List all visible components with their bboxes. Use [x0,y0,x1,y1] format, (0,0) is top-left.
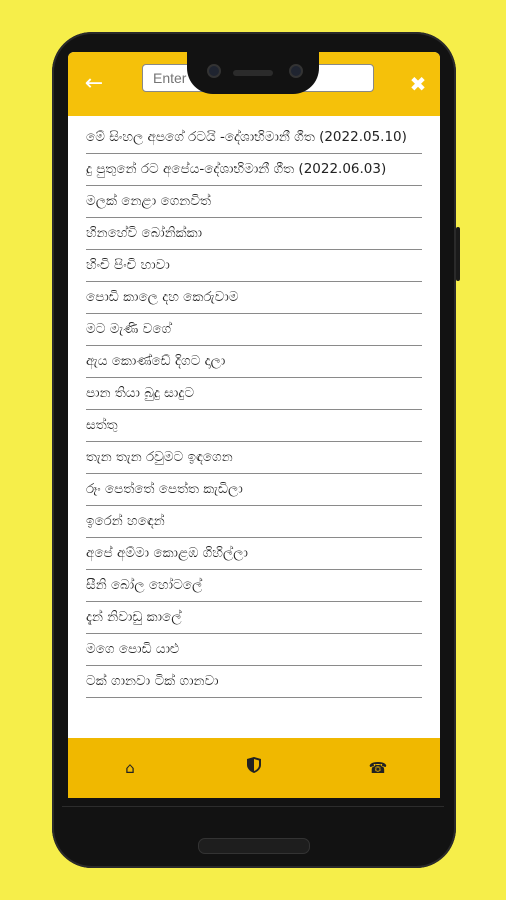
list-item[interactable]: හිනහේවි බෝනික්කා [86,218,422,250]
earpiece-speaker [233,70,273,76]
list-item[interactable]: දැන් නිවාඩු කාලේ [86,602,422,634]
list-item[interactable]: මට මැණි වගේ [86,314,422,346]
shield-icon[interactable] [242,756,266,780]
camera-notch [187,50,319,94]
list-item[interactable]: මලක් නෙළා ගෙනවිත් [86,186,422,218]
list-item[interactable]: සීනි බෝල හෝටලේ [86,570,422,602]
front-sensor-icon [289,64,303,78]
list-item[interactable]: මගෙ පොඩි යාළු [86,634,422,666]
list-item[interactable]: ඉරෙන් හඳෙන් [86,506,422,538]
list-item[interactable]: රූං පෙත්තේ පෙත්ත කැඩිලා [86,474,422,506]
list-item[interactable]: මේ සිංහල අපගේ රටයි -දේශාභිමානී ගීත (2022.05.10) [86,122,422,154]
phone-icon[interactable]: ☎ [368,759,388,777]
app-screen [68,52,440,800]
list-item[interactable]: දු පුතුනේ රට අපේය-දේශාභිමානී ගීත (2022.06.03) [86,154,422,186]
list-item[interactable]: පොඩි කාලෙ දහ කෙරුවාම [86,282,422,314]
bottom-nav-bar [68,738,440,798]
list-item[interactable]: පාන තියා බුදු සාදුට [86,378,422,410]
list-item[interactable]: ඇය කොණ්ඩේ දිගට දාලා [86,346,422,378]
shield-glyph [247,757,261,773]
list-item[interactable]: අපේ අම්මා කොළඹ ගිහිල්ලා [86,538,422,570]
song-list [86,122,422,698]
list-item[interactable]: ටක් ගානවා ටික් ගානවා [86,666,422,698]
bottom-speaker [198,838,310,854]
power-button [456,227,460,281]
home-icon[interactable]: ⌂ [125,759,135,777]
list-item[interactable]: සත්තු [86,410,422,442]
front-camera-icon [207,64,221,78]
list-item[interactable]: හිංචි පිංචි හාවා [86,250,422,282]
list-item[interactable]: තැන තැන රවුමට ඉඳගෙන [86,442,422,474]
close-icon[interactable]: ✖ [409,72,427,96]
arrow-left-icon[interactable]: ← [84,71,104,96]
chin-divider [62,806,444,807]
